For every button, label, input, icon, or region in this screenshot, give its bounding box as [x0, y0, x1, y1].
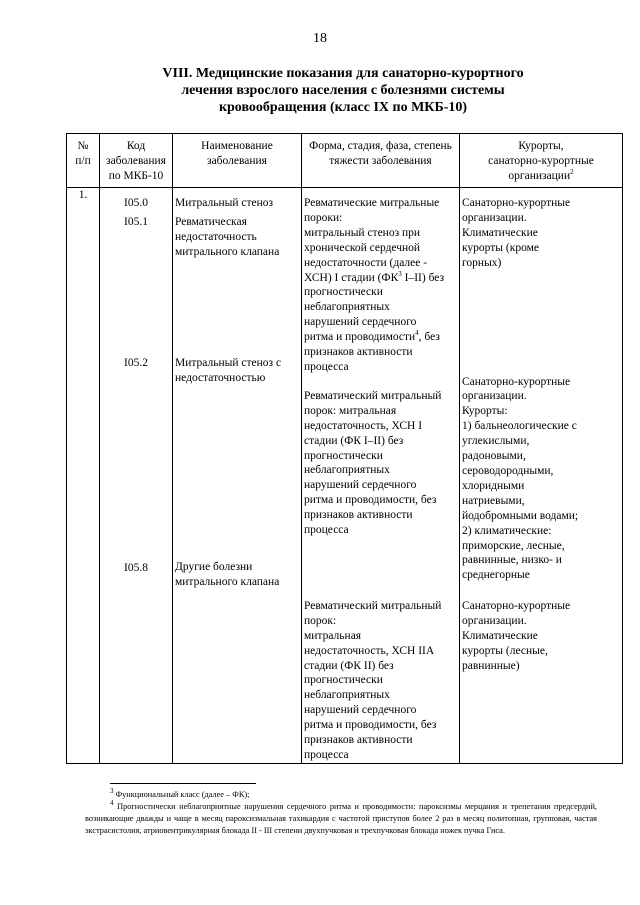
footnote-text: Функциональный класс (далее – ФК); [113, 790, 250, 799]
resort-line: Курорты: [462, 405, 508, 418]
form-line: процесса [304, 360, 349, 373]
disease-name: Ревматическая [175, 215, 247, 228]
footnotes [85, 789, 597, 837]
form-line: признаков активности [304, 509, 413, 522]
form-line: недостаточности (далее - [304, 256, 428, 269]
disease-name: Митральный стеноз [175, 197, 274, 209]
header-text: организации [508, 169, 571, 182]
form-line: пороки: [304, 211, 343, 224]
resort-line: приморские, лесные, [462, 539, 565, 552]
resort-line: равнинные) [462, 659, 520, 672]
header-line: п/п [75, 154, 91, 167]
form-line: процесса [304, 524, 349, 537]
header-line [462, 169, 620, 184]
form-line: недостаточность, ХСН I [304, 419, 423, 432]
form-line: ритма и проводимости, без [304, 719, 437, 732]
resort-line: Климатические [462, 630, 538, 643]
form-line: нарушений сердечного [304, 316, 417, 329]
forms-cell [302, 188, 460, 764]
header-name [173, 134, 302, 188]
section-title [100, 65, 586, 116]
header-resort [460, 134, 623, 188]
icd-code: I05.0 [124, 197, 148, 209]
resort-line: йодобромными водами; [462, 509, 579, 522]
footnote-mark: 4 [110, 799, 114, 808]
resort-line: радоновыми, [462, 450, 526, 463]
title-line: лечения взрослого населения с болезнями системы [181, 83, 505, 98]
disease-name: недостаточностью [175, 371, 266, 384]
header-line: Код [126, 140, 146, 152]
form-line: неблагоприятных [304, 464, 390, 477]
form-line: прогностически [304, 286, 383, 299]
resort-line: хлоридными [462, 479, 525, 492]
form-line: стадии (ФК I–II) без [304, 434, 404, 447]
table-header-row [67, 134, 623, 188]
header-line: тяжести заболевания [329, 154, 432, 167]
resort-line: углекислыми, [462, 435, 530, 448]
form-text: ритма и проводимости [304, 331, 416, 344]
resort-line: натриевыми, [462, 494, 525, 507]
title-line: VIII. Медицинские показания для санаторно-курортного [162, 66, 524, 81]
icd-code: I05.1 [124, 215, 148, 228]
form-line: нарушений сердечного [304, 704, 417, 717]
form-line: признаков активности [304, 734, 413, 747]
codes-cell [100, 188, 173, 764]
page-number: 18 [313, 31, 327, 46]
form-line: митральный стеноз при [304, 226, 421, 239]
header-line: № [77, 140, 89, 152]
row-number: 1. [67, 188, 100, 764]
footnote-mark: 3 [110, 787, 114, 796]
resort-line: 1) бальнеологические с [462, 420, 577, 433]
form-line: неблагоприятных [304, 301, 390, 314]
form-line: процесса [304, 749, 349, 761]
indications-table [66, 133, 623, 764]
disease-name: Митральный стеноз с [175, 356, 282, 369]
form-line: порок: [304, 614, 337, 627]
form-line: прогностически [304, 449, 383, 462]
form-text: ХСН) I стадии (ФК [304, 271, 399, 284]
header-line: Форма, стадия, фаза, степень [309, 140, 452, 152]
resort-line: Санаторно-курортные [462, 375, 571, 388]
resort-line: равнинные, низко- и [462, 554, 562, 567]
form-text: , без [418, 331, 440, 344]
form-line: ритма и проводимости, без [304, 494, 437, 507]
form-line: порок: митральная [304, 404, 397, 417]
form-line: стадии (ФК II) без [304, 659, 394, 672]
form-line: Ревматические митральные [304, 197, 440, 209]
resort-line: курорты (лесные, [462, 644, 548, 657]
footnote-ref: 2 [570, 167, 574, 176]
resort-line: Санаторно-курортные [462, 600, 571, 613]
resort-line: сероводородными, [462, 464, 554, 477]
form-line: Ревматический митральный [304, 389, 442, 402]
names-cell [173, 188, 302, 764]
footnote-ref: 4 [415, 329, 419, 338]
resort-line: Климатические [462, 226, 538, 239]
footnote [85, 801, 597, 837]
title-line: кровообращения (класс IX по МКБ-10) [218, 100, 468, 115]
resort-line: курорты (кроме [462, 241, 539, 254]
disease-name: недостаточность [175, 230, 257, 243]
icd-code: I05.8 [124, 561, 148, 574]
form-line [304, 330, 457, 345]
table-row [67, 188, 623, 764]
resort-line: организации. [462, 615, 527, 628]
form-line: неблагоприятных [304, 689, 390, 702]
form-line: недостаточность, ХСН IIA [304, 644, 435, 657]
resort-line: Санаторно-курортные [462, 197, 571, 209]
footnote-text: Прогностически неблагоприятные нарушения сердечного ритма и проводимости: пароксизмы мерцания и трепетания предсердий, возникающие дважды и чаще в месяц пароксизмальная тахикардия с частотой приступов более 2 раз в месяц политопная, групповая, частая экстрасистолия, атриовентрикулярная блокада II - III степени двухпучковая и трехпучковая блокада ножек пучка Гиса. [85, 802, 597, 835]
resort-line: организации. [462, 211, 527, 224]
form-line: признаков активности [304, 346, 413, 359]
header-line: заболевания [207, 154, 267, 167]
header-line: по МКБ-10 [108, 169, 164, 182]
header-form [302, 134, 460, 188]
disease-name: митрального клапана [175, 576, 280, 589]
disease-name: Другие болезни [175, 561, 253, 574]
header-line: заболевания [106, 154, 166, 167]
resort-line: среднегорные [462, 569, 530, 582]
resorts-cell [460, 188, 623, 764]
form-line: прогностически [304, 674, 383, 687]
header-num [67, 134, 100, 188]
footnote-ref: 3 [398, 269, 402, 278]
disease-name: митрального клапана [175, 245, 280, 258]
header-code [100, 134, 173, 188]
header-line: Наименование [201, 140, 273, 152]
form-line [304, 271, 457, 286]
resort-line: горных) [462, 256, 502, 269]
icd-code: I05.2 [124, 356, 148, 369]
resort-line: организации. [462, 390, 527, 403]
header-line: Курорты, [518, 140, 564, 152]
form-line: митральная [304, 629, 362, 642]
form-line: хронической сердечной [304, 241, 421, 254]
form-line: нарушений сердечного [304, 479, 417, 492]
footnote [85, 789, 597, 801]
header-line: санаторно-курортные [488, 154, 594, 167]
footnote-divider [110, 783, 256, 784]
form-text: I–II) без [401, 271, 445, 284]
resort-line: 2) климатические: [462, 524, 552, 537]
form-line: Ревматический митральный [304, 599, 442, 612]
